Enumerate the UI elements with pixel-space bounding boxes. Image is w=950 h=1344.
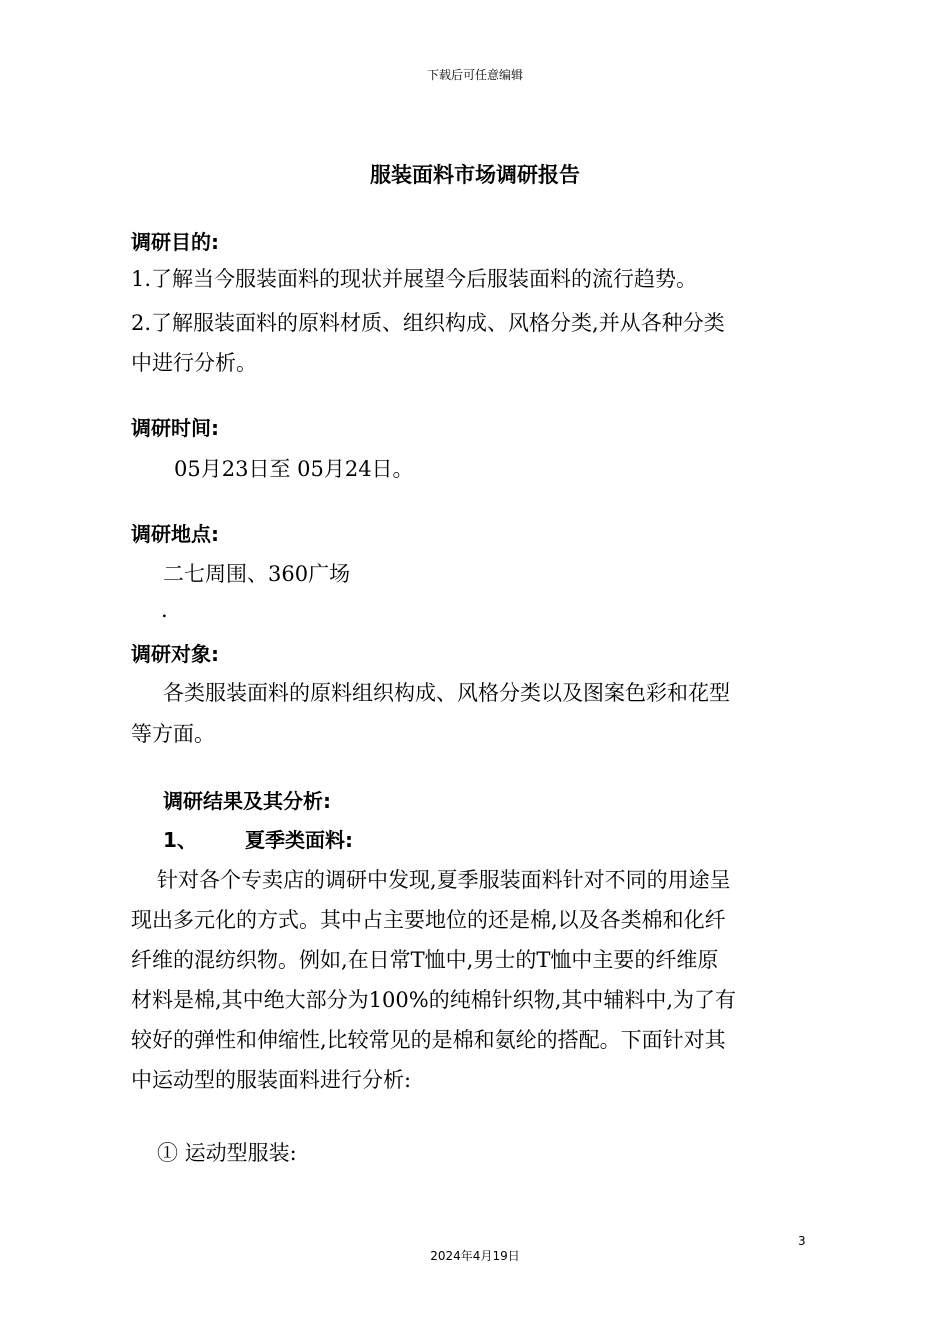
- paragraph-line-3: 纤维的混纺织物。例如,在日常T恤中,男士的T恤中主要的纤维原: [131, 948, 719, 972]
- results-heading: 调研结果及其分析:: [163, 789, 331, 813]
- time-value: 05月23日至 05月24日。: [174, 457, 414, 481]
- time-heading: 调研时间:: [131, 416, 219, 440]
- purpose-line-3: 中进行分析。: [131, 351, 257, 375]
- paragraph-line-1: 针对各个专卖店的调研中发现,夏季服装面料针对不同的用途呈: [157, 868, 731, 892]
- place-heading: 调研地点:: [131, 522, 219, 546]
- section-title: 夏季类面料:: [245, 828, 353, 852]
- place-value: 二七周围、360广场: [163, 562, 351, 586]
- target-heading: 调研对象:: [131, 642, 219, 666]
- place-extra-dot: .: [161, 598, 168, 622]
- page-header: 下载后可任意编辑: [426, 68, 523, 82]
- target-line-2: 等方面。: [131, 722, 215, 746]
- paragraph-line-2: 现出多元化的方式。其中占主要地位的还是棉,以及各类棉和化纤: [131, 908, 726, 932]
- paragraph-line-5: 较好的弹性和伸缩性,比较常见的是棉和氨纶的搭配。下面针对其: [131, 1028, 726, 1052]
- target-line-1: 各类服装面料的原料组织构成、风格分类以及图案色彩和花型: [163, 681, 730, 705]
- page-number: 3: [798, 1234, 806, 1248]
- document-title: 服装面料市场调研报告: [370, 163, 580, 187]
- sub-item-sportswear: ① 运动型服装:: [157, 1141, 297, 1165]
- paragraph-line-4: 材料是棉,其中绝大部分为100%的纯棉针织物,其中辅料中,为了有: [131, 988, 737, 1012]
- paragraph-line-6: 中运动型的服装面料进行分析:: [131, 1068, 412, 1092]
- section-number: 1、: [163, 828, 197, 852]
- purpose-line-1: 1.了解当今服装面料的现状并展望今后服装面料的流行趋势。: [131, 267, 698, 291]
- purpose-heading: 调研目的:: [131, 230, 219, 254]
- footer-date: 2024年4月19日: [430, 1249, 520, 1263]
- purpose-line-2: 2.了解服装面料的原料材质、组织构成、风格分类,并从各种分类: [131, 311, 725, 335]
